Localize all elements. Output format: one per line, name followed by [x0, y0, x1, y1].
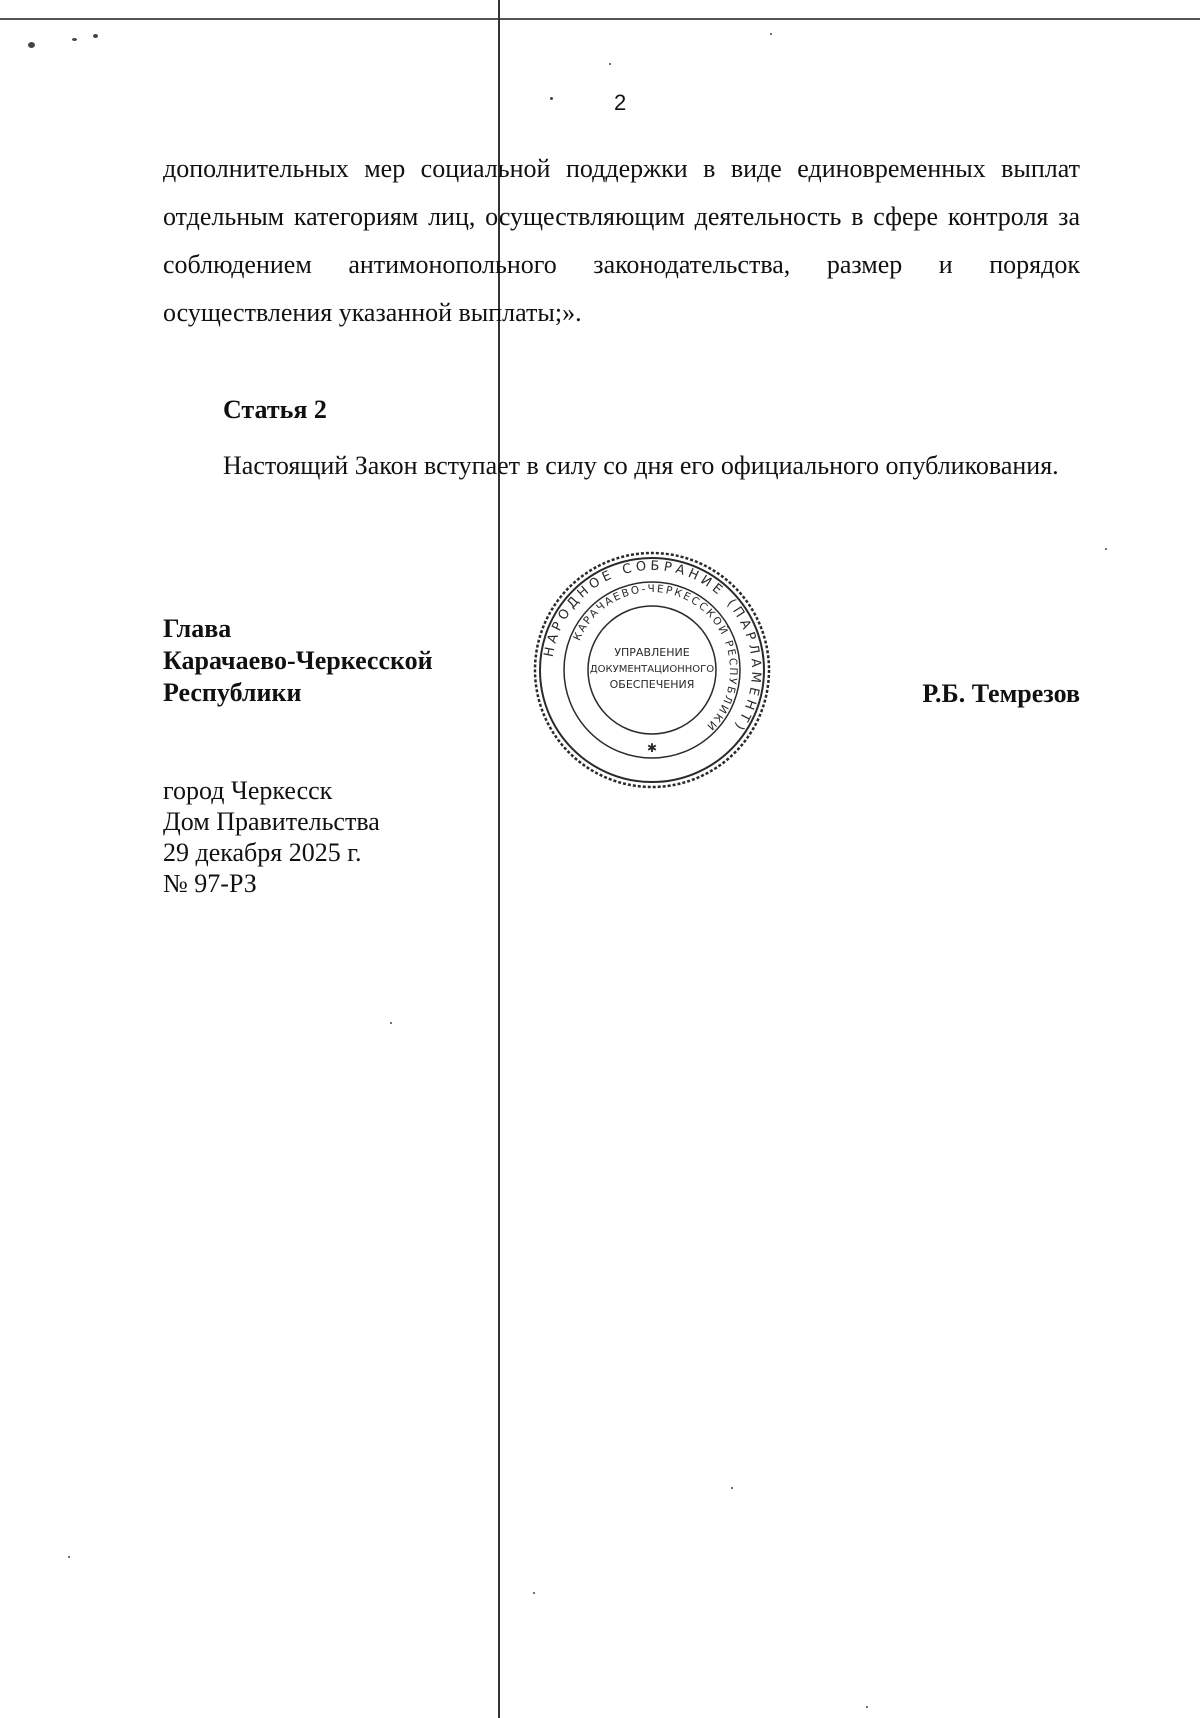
signatory-title-line: Республики [163, 678, 302, 707]
article-title: Статья 2 [223, 395, 327, 424]
page-number: 2 [614, 90, 627, 115]
stamp-center-line: УПРАВЛЕНИЕ [614, 646, 690, 659]
scan-speck [609, 63, 611, 65]
scan-speck [731, 1487, 733, 1489]
scan-speck [28, 42, 35, 48]
article-text: Настоящий Закон вступает в силу со дня его официального опубликования. [223, 451, 1059, 480]
scan-speck [72, 38, 77, 41]
scan-speck [533, 1592, 535, 1594]
stamp-star-icon: ✱ [646, 741, 658, 755]
paragraph-continuation: дополнительных мер социальной поддержки в виде единовременных выплат отдельным категориям лиц, осуществляющим деятельность в сфере контроля за соблюдением антимонопольного законодательства, размер и порядок осуществления указанной выплаты;». [163, 154, 1080, 327]
signatory-title-line: Карачаево-Черкесской [163, 646, 433, 675]
scan-speck [1105, 548, 1107, 550]
signatory-title [163, 613, 433, 709]
stamp-center-line: ОБЕСПЕЧЕНИЯ [609, 678, 695, 691]
scan-speck [93, 34, 98, 38]
place-building: Дом Правительства [163, 807, 380, 836]
law-date: 29 декабря 2025 г. [163, 838, 362, 867]
scan-speck [68, 1556, 70, 1558]
official-stamp-seal [532, 550, 772, 790]
stamp-outer-text: НАРОДНОЕ СОБРАНИЕ (ПАРЛАМЕНТ) [541, 558, 764, 736]
signatory-title-line: Глава [163, 614, 232, 643]
stamp-inner-text: КАРАЧАЕВО-ЧЕРКЕССКОЙ РЕСПУБЛИКИ [571, 582, 740, 734]
scan-speck [770, 33, 772, 35]
stamp-center-line: ДОКУМЕНТАЦИОННОГО [589, 664, 715, 675]
scan-speck [390, 1022, 392, 1024]
scan-speck [550, 97, 553, 100]
signatory-name: Р.Б. Темрезов [922, 679, 1080, 708]
scan-speck [866, 1706, 868, 1708]
law-number: № 97-РЗ [163, 869, 257, 898]
scan-top-line [0, 18, 1200, 20]
place-city: город Черкесск [163, 776, 333, 805]
place-date-block [163, 775, 380, 899]
